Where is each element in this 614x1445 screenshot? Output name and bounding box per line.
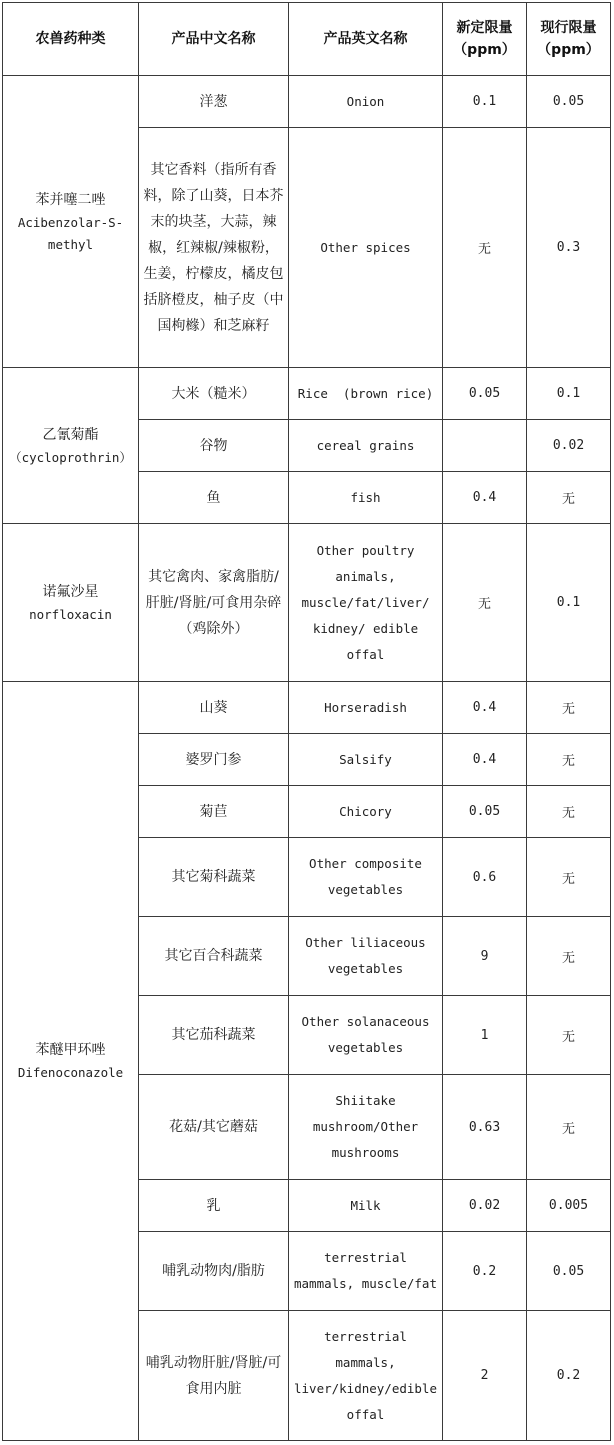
- residue-limit-table: [2, 2, 611, 1441]
- product-en: Onion: [289, 76, 443, 128]
- product-cn: 谷物: [139, 420, 289, 472]
- header-pesticide: 农兽药种类: [3, 3, 139, 76]
- current-limit: 无: [527, 734, 611, 786]
- product-en: terrestrial mammals, muscle/fat: [289, 1232, 443, 1311]
- current-limit: 0.05: [527, 1232, 611, 1311]
- pesticide-cell: [3, 368, 139, 524]
- new-limit: 2: [443, 1311, 527, 1441]
- new-limit: 0.05: [443, 786, 527, 838]
- current-limit: 无: [527, 917, 611, 996]
- product-cn: 其它百合科蔬菜: [139, 917, 289, 996]
- new-limit: 无: [443, 128, 527, 368]
- product-en: Salsify: [289, 734, 443, 786]
- pesticide-name-cn: 苯并噻二唑: [35, 191, 106, 208]
- product-en: Other solanaceous vegetables: [289, 996, 443, 1075]
- product-cn: 大米（糙米）: [139, 368, 289, 420]
- current-limit: 0.2: [527, 1311, 611, 1441]
- product-en: Other spices: [289, 128, 443, 368]
- product-en: Horseradish: [289, 682, 443, 734]
- product-cn: 其它禽肉、家禽脂肪/肝脏/肾脏/可食用杂碎（鸡除外）: [139, 524, 289, 682]
- header-product-en: 产品英文名称: [289, 3, 443, 76]
- product-cn: 哺乳动物肝脏/肾脏/可食用内脏: [139, 1311, 289, 1441]
- pesticide-cell: [3, 682, 139, 1441]
- product-en: fish: [289, 472, 443, 524]
- current-limit: 0.05: [527, 76, 611, 128]
- product-en: Milk: [289, 1180, 443, 1232]
- product-en: Chicory: [289, 786, 443, 838]
- current-limit: 0.005: [527, 1180, 611, 1232]
- pesticide-name-en: Acibenzolar-S-methyl: [17, 214, 124, 252]
- product-en: Other poultry animals, muscle/fat/liver/ kidney/ edible offal: [289, 524, 443, 682]
- new-limit: 9: [443, 917, 527, 996]
- header-current-limit: 现行限量（ppm）: [527, 3, 611, 76]
- product-cn: 菊苣: [139, 786, 289, 838]
- new-limit: 0.02: [443, 1180, 527, 1232]
- product-en: Other composite vegetables: [289, 838, 443, 917]
- header-product-cn: 产品中文名称: [139, 3, 289, 76]
- current-limit: 无: [527, 996, 611, 1075]
- current-limit: 0.1: [527, 368, 611, 420]
- new-limit: 0.6: [443, 838, 527, 917]
- pesticide-name-cn: 乙氰菊酯: [42, 426, 99, 443]
- header-new-limit: 新定限量（ppm）: [443, 3, 527, 76]
- header-row: [3, 3, 611, 76]
- pesticide-name-en: Difenoconazole: [17, 1065, 124, 1080]
- new-limit: 0.4: [443, 472, 527, 524]
- product-cn: 其它茄科蔬菜: [139, 996, 289, 1075]
- new-limit: 1: [443, 996, 527, 1075]
- pesticide-cell: [3, 524, 139, 682]
- product-cn: 哺乳动物肉/脂肪: [139, 1232, 289, 1311]
- product-en: terrestrial mammals, liver/kidney/edible offal: [289, 1311, 443, 1441]
- current-limit: 0.3: [527, 128, 611, 368]
- pesticide-name-en: norfloxacin: [29, 606, 112, 622]
- pesticide-name-cn: 诺氟沙星: [42, 583, 99, 600]
- new-limit: 0.2: [443, 1232, 527, 1311]
- current-limit: 无: [527, 1075, 611, 1180]
- product-en: cereal grains: [289, 420, 443, 472]
- table-row: [3, 76, 611, 128]
- pesticide-cell: [3, 76, 139, 368]
- product-cn: 乳: [139, 1180, 289, 1232]
- new-limit: 0.4: [443, 682, 527, 734]
- new-limit: 0.05: [443, 368, 527, 420]
- product-cn: 山葵: [139, 682, 289, 734]
- product-en: Shiitake mushroom/Other mushrooms: [289, 1075, 443, 1180]
- new-limit: 0.63: [443, 1075, 527, 1180]
- product-cn: 其它菊科蔬菜: [139, 838, 289, 917]
- new-limit: 0.4: [443, 734, 527, 786]
- pesticide-name-cn: 苯醚甲环唑: [35, 1042, 106, 1058]
- new-limit: 无: [443, 524, 527, 682]
- table-row: [3, 682, 611, 734]
- current-limit: 无: [527, 786, 611, 838]
- new-limit: [443, 420, 527, 472]
- current-limit: 无: [527, 472, 611, 524]
- current-limit: 无: [527, 838, 611, 917]
- product-en: Other liliaceous vegetables: [289, 917, 443, 996]
- product-cn: 洋葱: [139, 76, 289, 128]
- product-cn: 婆罗门参: [139, 734, 289, 786]
- pesticide-name-en: （cycloprothrin）: [9, 449, 132, 465]
- product-cn: 其它香料（指所有香料，除了山葵，日本芥末的块茎，大蒜，辣椒，红辣椒/辣椒粉，生姜，柠檬皮，橘皮包括脐橙皮，柚子皮（中国枸橼）和芝麻籽: [139, 128, 289, 368]
- table-row: [3, 368, 611, 420]
- current-limit: 0.1: [527, 524, 611, 682]
- product-cn: 鱼: [139, 472, 289, 524]
- current-limit: 无: [527, 682, 611, 734]
- product-cn: 花菇/其它蘑菇: [139, 1075, 289, 1180]
- current-limit: 0.02: [527, 420, 611, 472]
- product-en: Rice (brown rice): [289, 368, 443, 420]
- new-limit: 0.1: [443, 76, 527, 128]
- table-row: [3, 524, 611, 682]
